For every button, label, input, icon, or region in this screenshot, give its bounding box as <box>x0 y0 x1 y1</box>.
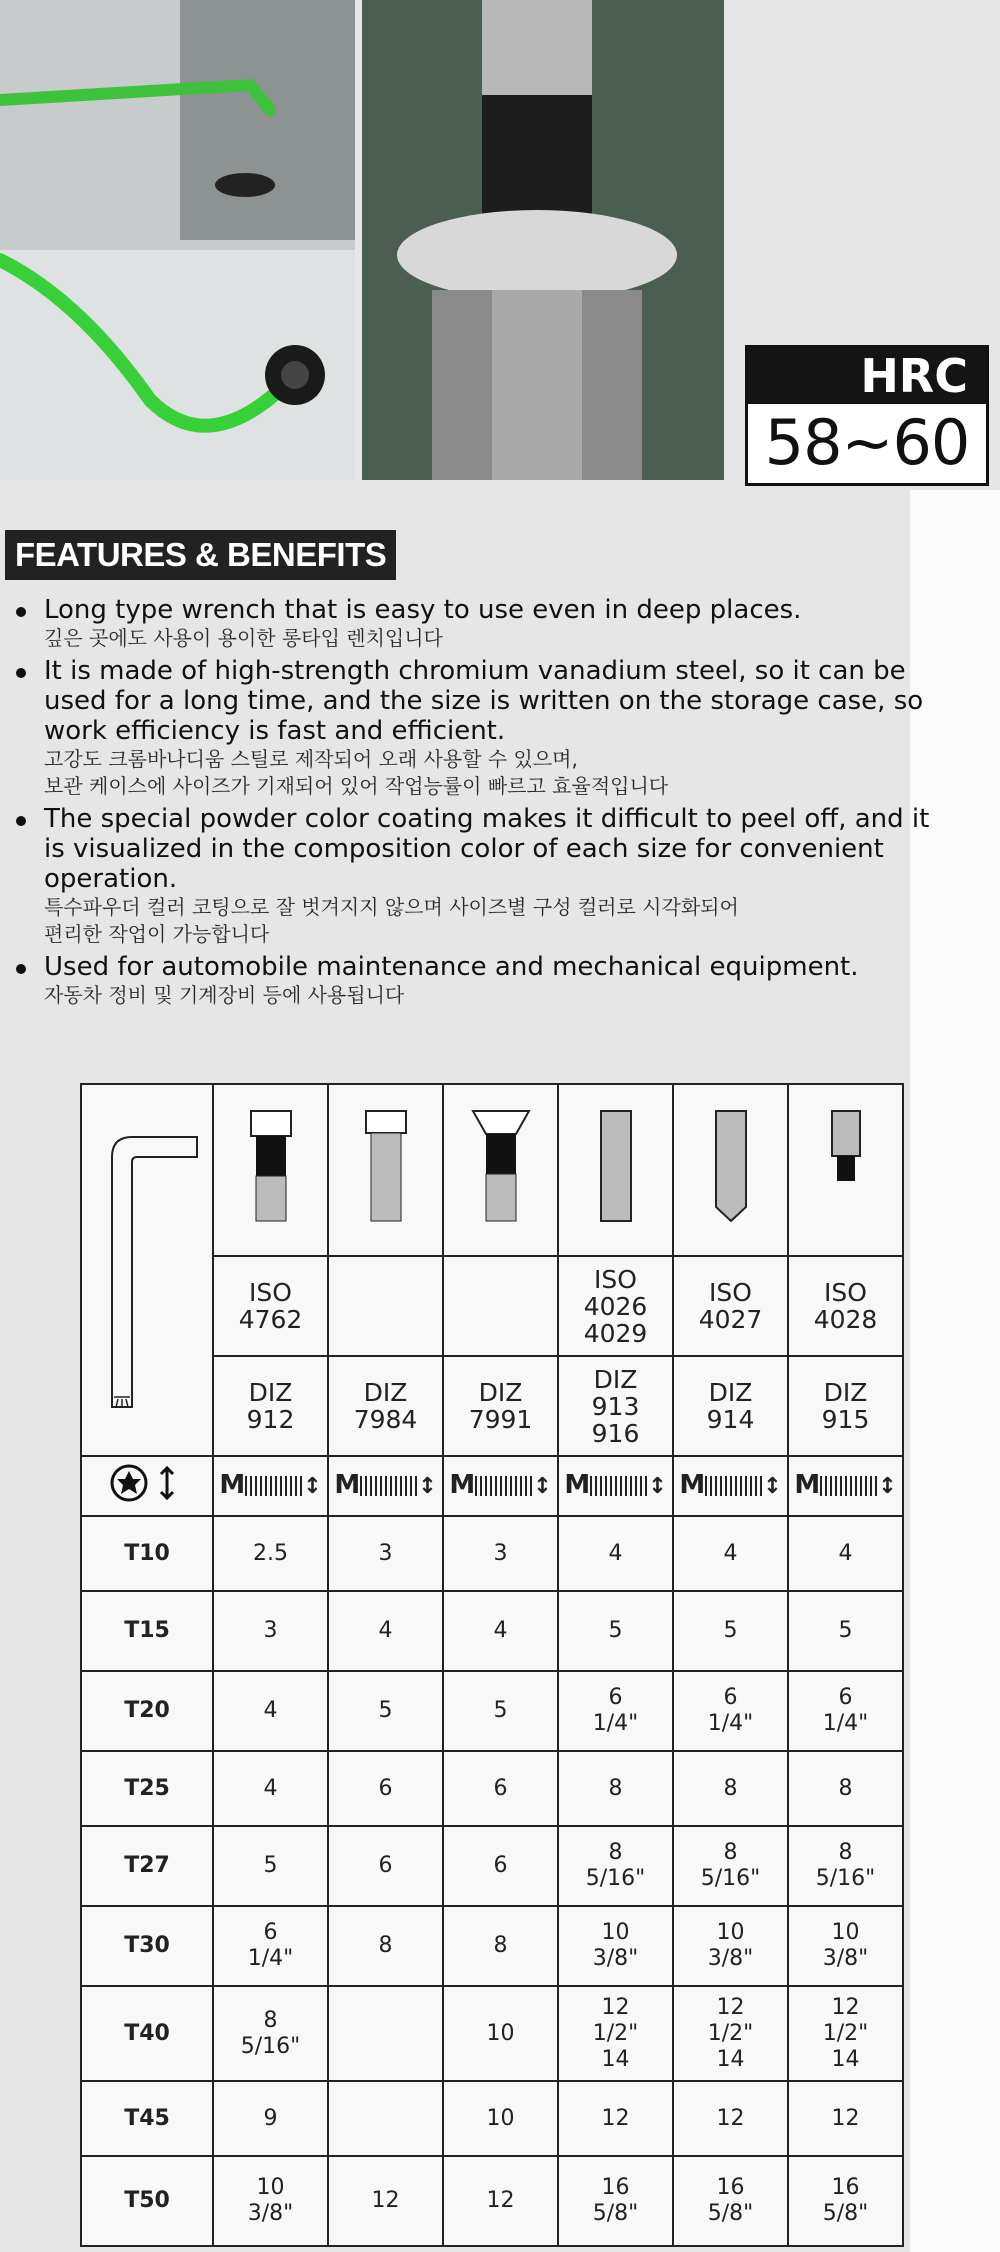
set-screw-cone-icon <box>711 1109 751 1224</box>
thread-size-cell: 8 <box>443 1906 558 1986</box>
table-row <box>81 1826 903 1906</box>
thread-size-cell: 10 <box>443 2081 558 2156</box>
metric-thread-header: M ↕ <box>788 1456 903 1516</box>
size-spec-table <box>80 1083 904 2247</box>
diz-cell <box>788 1356 903 1456</box>
thread-size-cell: 16 5/8" <box>788 2156 903 2246</box>
thread-size-cell <box>328 1986 443 2081</box>
iso-cell <box>673 1256 788 1356</box>
thread-size-cell: 10 3/8" <box>788 1906 903 1986</box>
screw-shape-row <box>81 1084 903 1256</box>
thread-size-cell: 4 <box>673 1516 788 1591</box>
iso-cell <box>328 1256 443 1356</box>
thread-size-cell: 4 <box>788 1516 903 1591</box>
torx-size-label: T10 <box>81 1516 213 1591</box>
table-row <box>81 2081 903 2156</box>
thread-size-cell: 10 <box>443 1986 558 2081</box>
features-title: FEATURES & BENEFITS <box>5 530 396 580</box>
thread-bars-icon <box>475 1476 533 1496</box>
iso-value: ISO 4028 <box>813 1278 878 1334</box>
thread-size-cell: 6 1/4" <box>673 1671 788 1751</box>
l-wrench-icon <box>92 1117 202 1417</box>
table-row <box>81 1516 903 1591</box>
size-rows <box>81 1516 903 2246</box>
thread-size-cell: 12 <box>558 2081 673 2156</box>
thread-size-cell: 10 3/8" <box>673 1906 788 1986</box>
l-wrench-diagram-cell <box>81 1084 213 1456</box>
wrench-usage-photo <box>0 0 355 480</box>
thread-size-cell: 6 <box>328 1826 443 1906</box>
torx-size-label: T30 <box>81 1906 213 1986</box>
torx-size-label: T50 <box>81 2156 213 2246</box>
set-screw-flat-icon <box>596 1109 636 1224</box>
length-arrow-icon: ↕ <box>878 1474 897 1499</box>
thread-size-cell: 3 <box>213 1591 328 1671</box>
iso-value: ISO 4762 <box>238 1278 303 1334</box>
thread-size-cell: 6 1/4" <box>213 1906 328 1986</box>
thread-size-cell: 8 <box>558 1751 673 1826</box>
diz-value: DIZ 914 <box>706 1378 755 1434</box>
thread-size-cell: 8 5/16" <box>213 1986 328 2081</box>
thread-size-cell: 2.5 <box>213 1516 328 1591</box>
thread-size-cell: 5 <box>443 1671 558 1751</box>
metric-thread-header: M ↕ <box>673 1456 788 1516</box>
features-list <box>14 595 944 1013</box>
countersunk-screw-icon <box>471 1109 531 1224</box>
table-row <box>81 2156 903 2246</box>
hrc-hardness-badge <box>745 345 989 486</box>
low-head-screw-icon <box>361 1109 411 1224</box>
metric-thread-header: M ↕ <box>558 1456 673 1516</box>
diz-cell <box>328 1356 443 1456</box>
hrc-value: 58~60 <box>764 406 970 479</box>
thread-size-cell: 4 <box>213 1671 328 1751</box>
thread-size-cell: 12 <box>443 2156 558 2246</box>
thread-size-cell: 5 <box>558 1591 673 1671</box>
thread-size-cell: 8 5/16" <box>558 1826 673 1906</box>
shape-countersunk <box>443 1084 558 1256</box>
torx-size-label: T40 <box>81 1986 213 2081</box>
iso-cell <box>558 1256 673 1356</box>
torx-size-label: T45 <box>81 2081 213 2156</box>
thread-size-cell: 3 <box>328 1516 443 1591</box>
table-row <box>81 1751 903 1826</box>
thread-size-cell: 12 1/2" 14 <box>673 1986 788 2081</box>
shape-set-screw-cone <box>673 1084 788 1256</box>
length-arrow-icon: ↕ <box>763 1474 782 1499</box>
thread-size-cell: 6 1/4" <box>558 1671 673 1751</box>
iso-cell <box>443 1256 558 1356</box>
diz-cell <box>558 1356 673 1456</box>
torx-size-label: T25 <box>81 1751 213 1826</box>
diz-cell <box>213 1356 328 1456</box>
length-arrow-icon: ↕ <box>418 1474 437 1499</box>
thread-size-cell: 10 3/8" <box>558 1906 673 1986</box>
thread-size-cell: 4 <box>443 1591 558 1671</box>
thread-size-cell: 12 <box>673 2081 788 2156</box>
metric-thread-header: M ↕ <box>443 1456 558 1516</box>
thread-size-cell: 16 5/8" <box>558 2156 673 2246</box>
feature-item: Long type wrench that is easy to use even in deep places. 깊은 곳에도 사용이 용이한 롱타입 렌치입니다 <box>14 595 944 652</box>
metric-thread-header: M ↕ <box>213 1456 328 1516</box>
diz-value: DIZ 7984 <box>353 1378 418 1434</box>
shape-set-screw-dog <box>788 1084 903 1256</box>
thread-size-cell: 12 1/2" 14 <box>558 1986 673 2081</box>
thread-bars-icon <box>590 1476 648 1496</box>
thread-size-header-row <box>81 1456 903 1516</box>
thread-size-cell: 16 5/8" <box>673 2156 788 2246</box>
thread-size-cell: 8 5/16" <box>673 1826 788 1906</box>
shape-socket-head <box>213 1084 328 1256</box>
bullet-icon <box>16 607 26 617</box>
iso-value: ISO 4026 4029 <box>583 1264 648 1348</box>
table-row <box>81 1671 903 1751</box>
thread-size-cell: 6 <box>443 1751 558 1826</box>
thread-bars-icon <box>705 1476 763 1496</box>
hrc-label: HRC <box>748 348 986 404</box>
table-row <box>81 1906 903 1986</box>
thread-size-cell: 4 <box>558 1516 673 1591</box>
thread-size-cell: 10 3/8" <box>213 2156 328 2246</box>
torx-size-header-cell <box>81 1456 213 1516</box>
thread-size-cell: 5 <box>328 1671 443 1751</box>
iso-value: ISO 4027 <box>698 1278 763 1334</box>
bullet-icon <box>16 964 26 974</box>
thread-size-cell: 4 <box>213 1751 328 1826</box>
diz-value: DIZ 913 916 <box>591 1364 640 1448</box>
thread-size-cell: 8 <box>788 1751 903 1826</box>
thread-size-cell: 6 1/4" <box>788 1671 903 1751</box>
socket-head-screw-icon <box>246 1109 296 1224</box>
diz-cell <box>673 1356 788 1456</box>
feature-item: It is made of high-strength chromium vanadium steel, so it can be used for a long time, and the size is written on the storage case, so work efficiency is fast and efficient. 고강도 크롬바나디움 스틸로 제작되어 오래 사용할 수 있으며, 보관 케이스에 사이즈가 기재되어 있어 작업능률이 빠르고 효율적입니다 <box>14 656 944 800</box>
thread-size-cell: 6 <box>443 1826 558 1906</box>
shape-low-head <box>328 1084 443 1256</box>
length-arrow-icon: ↕ <box>303 1474 322 1499</box>
torx-size-label: T15 <box>81 1591 213 1671</box>
diz-value: DIZ 915 <box>821 1378 870 1434</box>
iso-cell <box>213 1256 328 1356</box>
diz-value: DIZ 912 <box>246 1378 295 1434</box>
table-row <box>81 1986 903 2081</box>
thread-size-cell: 6 <box>328 1751 443 1826</box>
diz-value: DIZ 7991 <box>468 1378 533 1434</box>
thread-size-cell: 9 <box>213 2081 328 2156</box>
thread-size-cell: 5 <box>788 1591 903 1671</box>
thread-size-cell: 8 5/16" <box>788 1826 903 1906</box>
torx-size-label: T20 <box>81 1671 213 1751</box>
diz-cell <box>443 1356 558 1456</box>
length-arrow-icon: ↕ <box>648 1474 667 1499</box>
iso-cell <box>788 1256 903 1356</box>
thread-size-cell <box>328 2081 443 2156</box>
thread-bars-icon <box>360 1476 418 1496</box>
thread-size-cell: 12 <box>328 2156 443 2246</box>
thread-size-cell: 5 <box>213 1826 328 1906</box>
bolt-closeup-photo <box>362 0 724 480</box>
thread-size-cell: 4 <box>328 1591 443 1671</box>
feature-item: Used for automobile maintenance and mechanical equipment. 자동차 정비 및 기계장비 등에 사용됩니다 <box>14 952 944 1009</box>
bullet-icon <box>16 668 26 678</box>
thread-size-cell: 12 <box>788 2081 903 2156</box>
torx-icon <box>107 1463 187 1503</box>
bullet-icon <box>16 816 26 826</box>
thread-bars-icon <box>820 1476 878 1496</box>
set-screw-dog-icon <box>826 1109 866 1224</box>
thread-size-cell: 5 <box>673 1591 788 1671</box>
feature-item: The special powder color coating makes it difficult to peel off, and it is visualized in the composition color of each size for convenient operation. 특수파우더 컬러 코팅으로 잘 벗겨지지 않으며 사이즈별 구성 컬러로 시각화되어 편리한 작업이 가능합니다 <box>14 804 944 948</box>
thread-bars-icon <box>245 1476 303 1496</box>
length-arrow-icon: ↕ <box>533 1474 552 1499</box>
thread-size-cell: 12 1/2" 14 <box>788 1986 903 2081</box>
table-row <box>81 1591 903 1671</box>
thread-size-cell: 8 <box>328 1906 443 1986</box>
shape-set-screw-flat <box>558 1084 673 1256</box>
torx-size-label: T27 <box>81 1826 213 1906</box>
thread-size-cell: 8 <box>673 1751 788 1826</box>
metric-thread-header: M ↕ <box>328 1456 443 1516</box>
thread-size-cell: 3 <box>443 1516 558 1591</box>
